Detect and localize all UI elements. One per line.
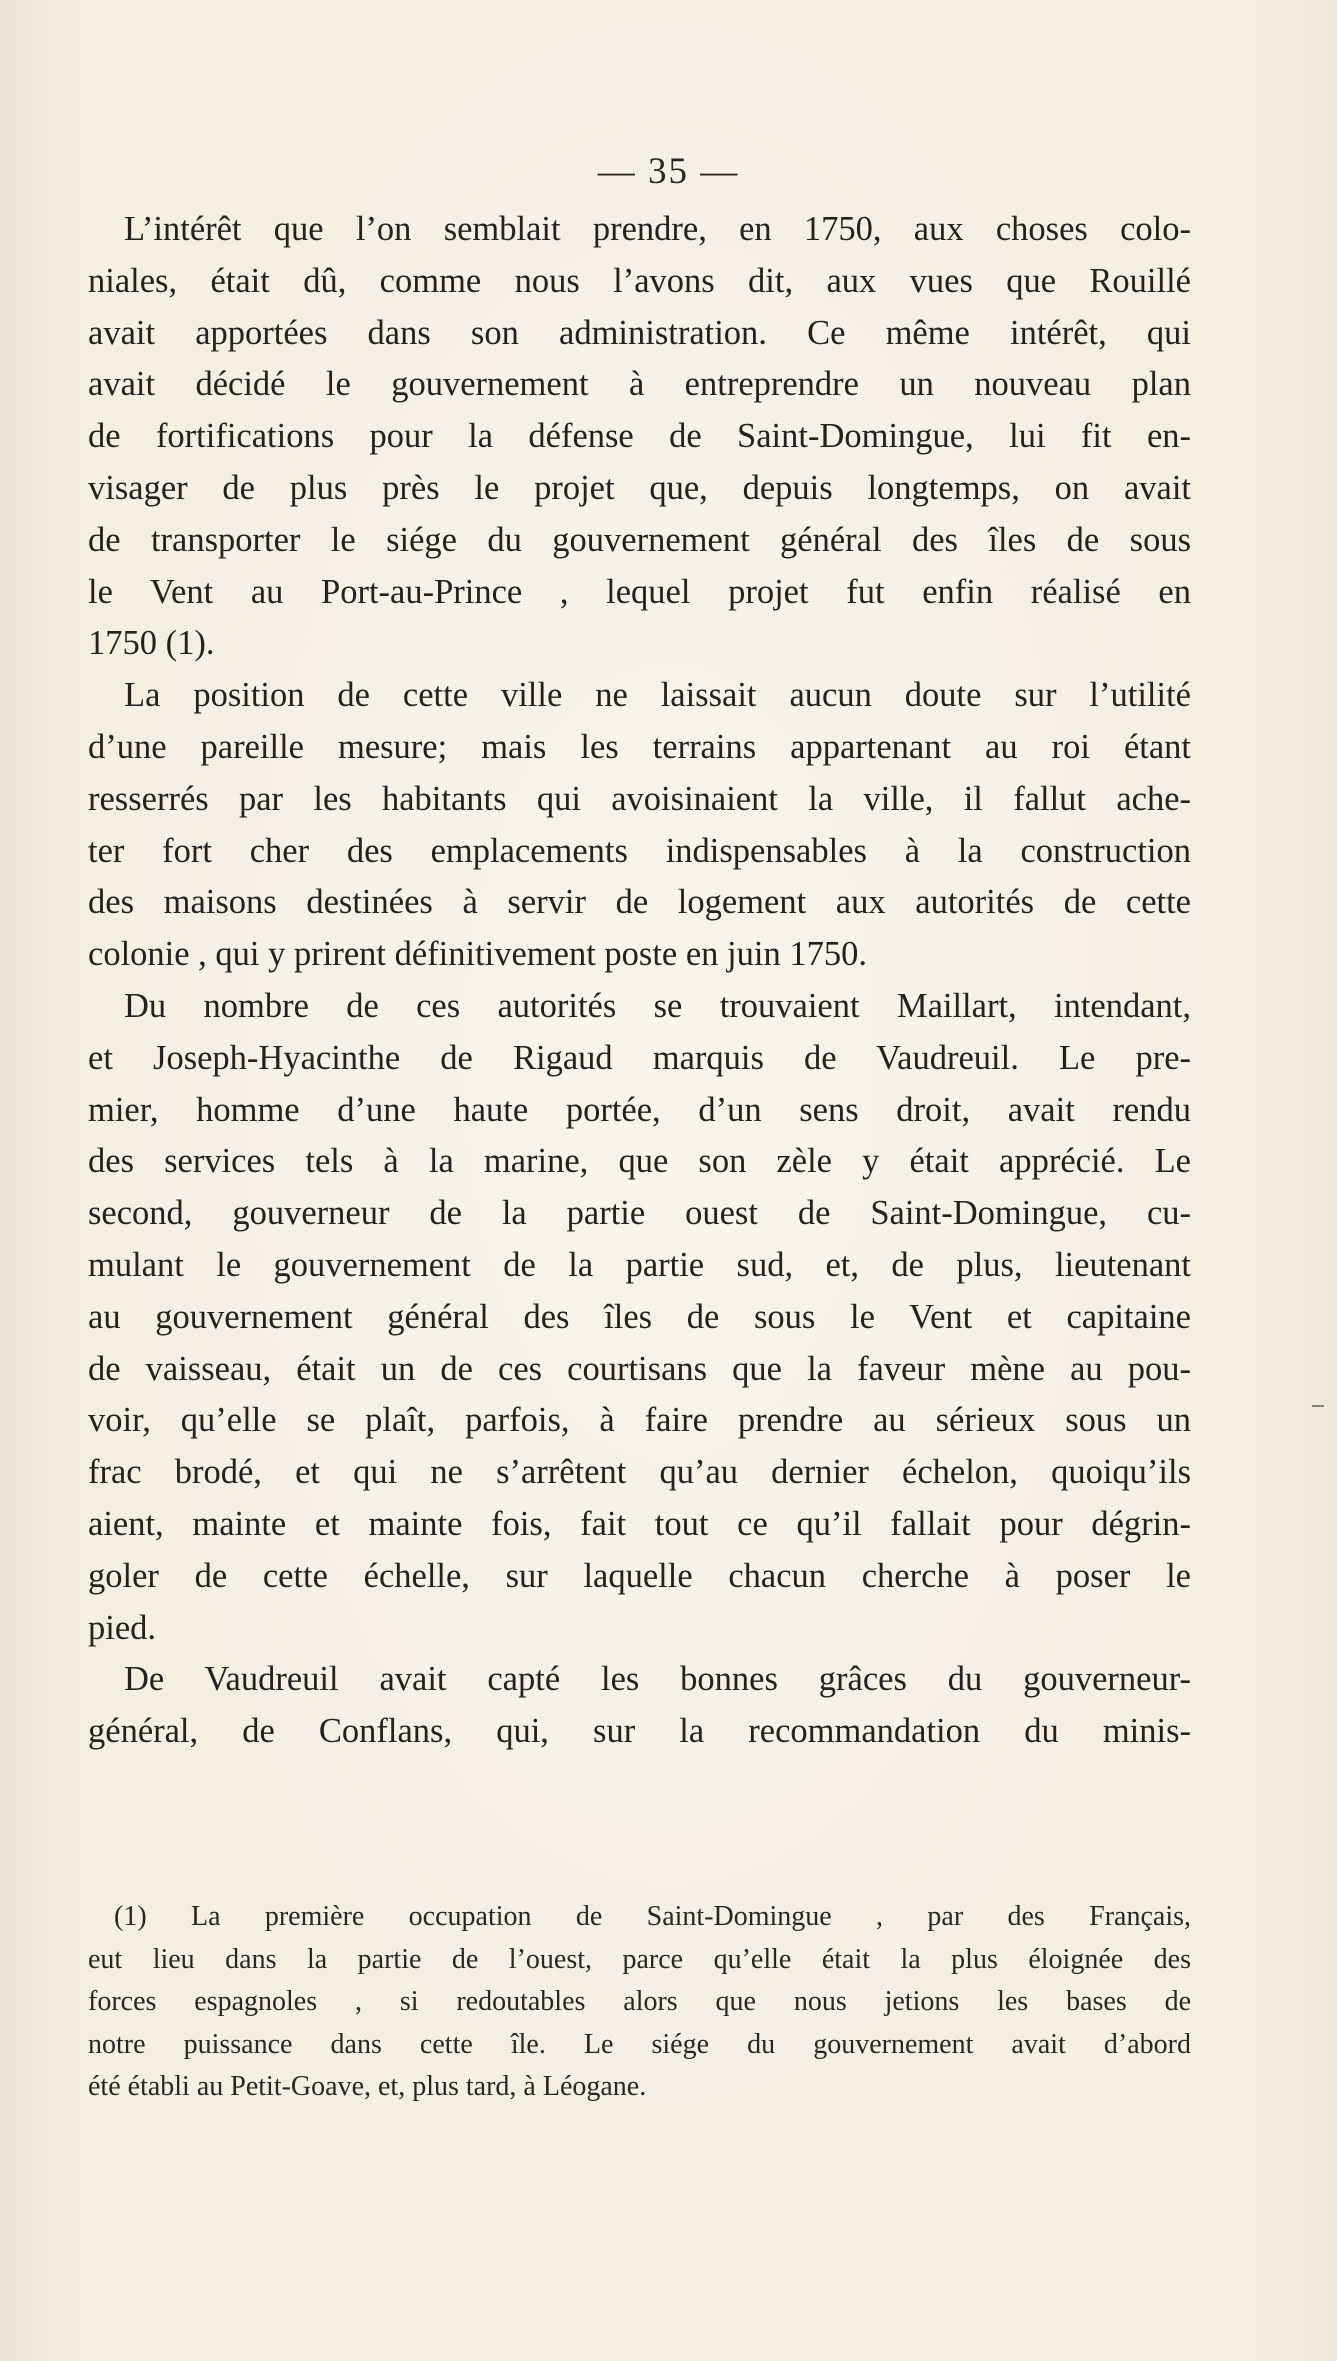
text-line: pied. xyxy=(88,1608,157,1647)
text-line: de vaisseau, était un de ces courtisans que la faveur mène au pou- xyxy=(88,1349,1191,1388)
margin-mark xyxy=(1312,1405,1324,1407)
text-line: mier, homme d’une haute portée, d’un sens droit, avait rendu xyxy=(88,1090,1191,1129)
text-line: des services tels à la marine, que son zèle y était apprécié. Le xyxy=(88,1142,1191,1181)
text-line: des maisons destinées à servir de logement aux autorités de cette xyxy=(88,883,1191,922)
text-line: La position de cette ville ne laissait aucun doute sur l’utilité xyxy=(124,676,1191,715)
text-line: au gouvernement général des îles de sous le Vent et capitaine xyxy=(88,1297,1191,1336)
main-text xyxy=(88,204,1191,1758)
text-line: avait apportées dans son administration. Ce même intérêt, qui xyxy=(88,313,1191,352)
text-line: second, gouverneur de la partie ouest de Saint-Domingue, cu- xyxy=(88,1194,1191,1233)
text-line: niales, était dû, comme nous l’avons dit, aux vues que Rouillé xyxy=(88,261,1191,300)
text-line: de transporter le siége du gouvernement général des îles de sous xyxy=(88,520,1191,559)
page-number: — 35 — xyxy=(597,151,740,192)
footnote-line: (1) La première occupation de Saint-Domingue , par des Français, xyxy=(114,1901,1191,1932)
text-line: visager de plus près le projet que, depuis longtemps, on avait xyxy=(88,468,1191,507)
text-line: Du nombre de ces autorités se trouvaient Maillart, intendant, xyxy=(124,986,1191,1025)
paragraph-1 xyxy=(88,204,1191,670)
paragraph-3 xyxy=(88,981,1191,1654)
text-line: ter fort cher des emplacements indispensables à la construction xyxy=(88,831,1191,870)
text-line: L’intérêt que l’on semblait prendre, en 1750, aux choses colo- xyxy=(124,210,1191,248)
text-line: de fortifications pour la défense de Saint-Domingue, lui fit en- xyxy=(88,417,1191,456)
footnote-line: été établi au Petit-Goave, et, plus tard, à Léogane. xyxy=(88,2071,647,2102)
footnote-1 xyxy=(88,1896,1191,2109)
text-line: goler de cette échelle, sur laquelle chacun cherche à poser le xyxy=(88,1556,1191,1595)
text-line: d’une pareille mesure; mais les terrains appartenant au roi étant xyxy=(88,727,1191,766)
text-line: colonie , qui y prirent définitivement poste en juin 1750. xyxy=(88,935,867,974)
paragraph-4 xyxy=(88,1654,1191,1758)
paragraph-2 xyxy=(88,670,1191,981)
text-line: général, de Conflans, qui, sur la recommandation du minis- xyxy=(88,1712,1191,1751)
text-line: aient, mainte et mainte fois, fait tout ce qu’il fallait pour dégrin- xyxy=(88,1504,1191,1543)
text-line: resserrés par les habitants qui avoisinaient la ville, il fallut ache- xyxy=(88,779,1191,818)
text-line: avait décidé le gouvernement à entreprendre un nouveau plan xyxy=(88,365,1191,404)
footnote-block xyxy=(88,1896,1191,2109)
text-line: 1750 (1). xyxy=(88,624,215,663)
text-line: frac brodé, et qui ne s’arrêtent qu’au dernier échelon, quoiqu’ils xyxy=(88,1453,1191,1492)
text-line: voir, qu’elle se plaît, parfois, à faire prendre au sérieux sous un xyxy=(88,1401,1191,1440)
text-line: le Vent au Port-au-Prince , lequel projet fut enfin réalisé en xyxy=(88,572,1191,611)
text-line: et Joseph-Hyacinthe de Rigaud marquis de Vaudreuil. Le pre- xyxy=(88,1038,1191,1077)
text-line: De Vaudreuil avait capté les bonnes grâces du gouverneur- xyxy=(124,1660,1191,1699)
text-line: mulant le gouvernement de la partie sud, et, de plus, lieutenant xyxy=(88,1245,1191,1284)
footnote-line: eut lieu dans la partie de l’ouest, parce qu’elle était la plus éloignée des xyxy=(88,1943,1191,1975)
footnote-line: notre puissance dans cette île. Le siége du gouvernement avait d’abord xyxy=(88,2028,1191,2060)
footnote-line: forces espagnoles , si redoutables alors que nous jetions les bases de xyxy=(88,1986,1191,2017)
